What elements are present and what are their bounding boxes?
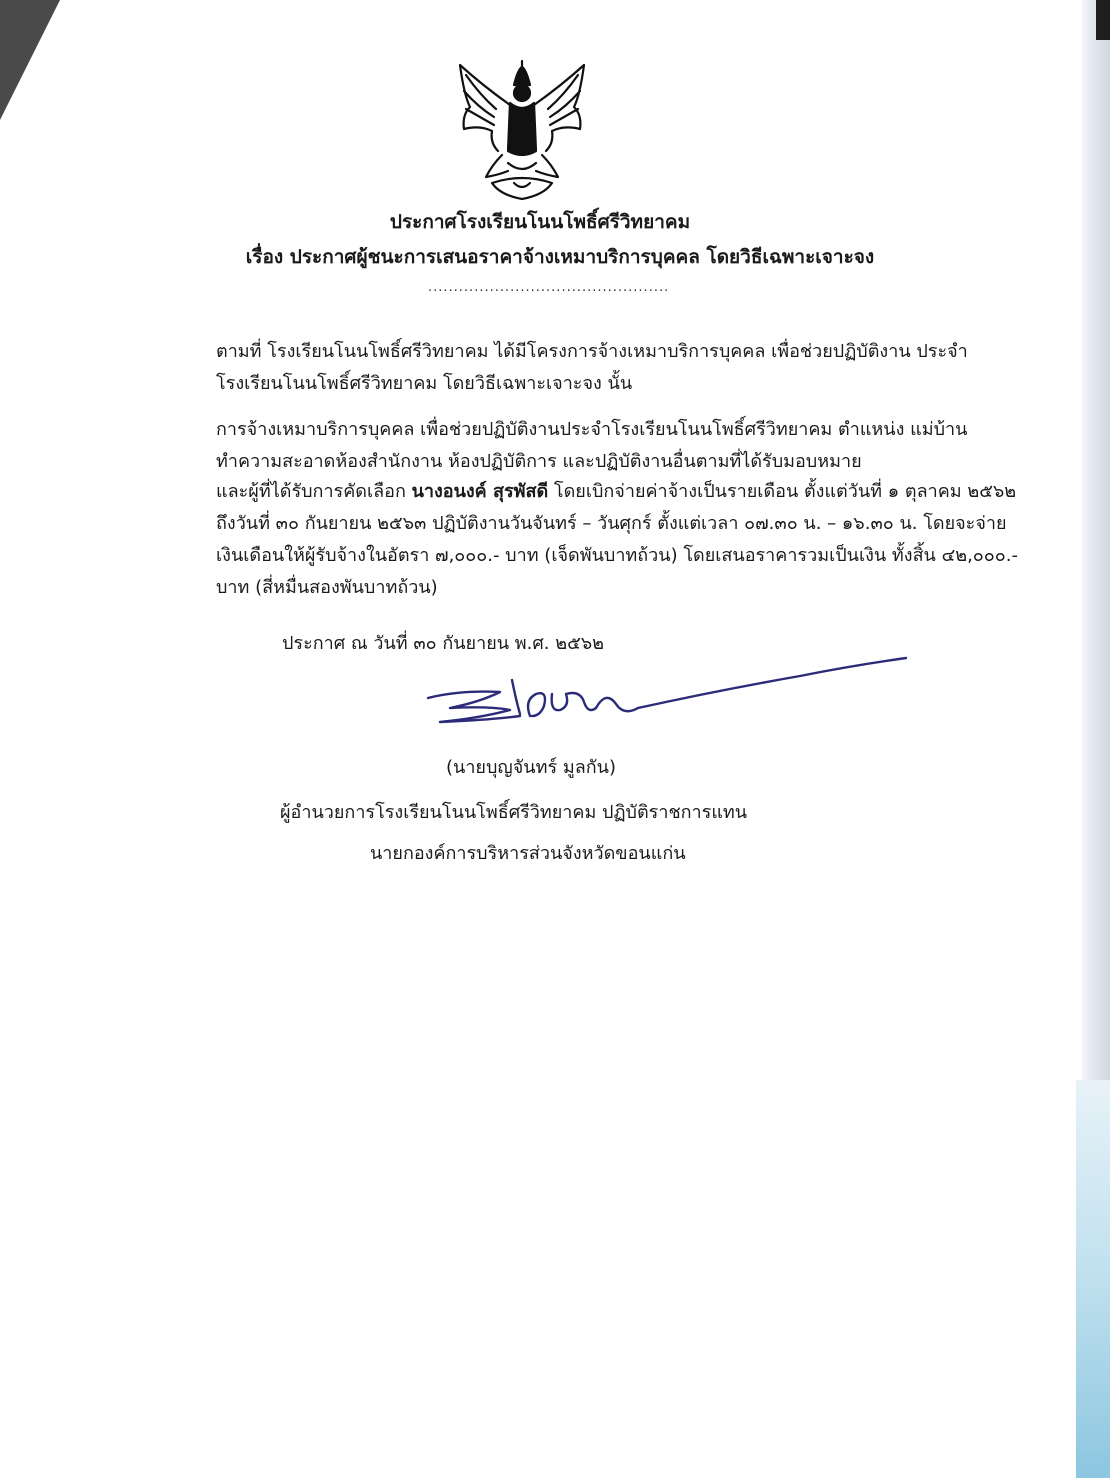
garuda-emblem-icon: [452, 55, 592, 205]
paragraph-1-text: ตามที่ โรงเรียนโนนโพธิ์ศรีวิทยาคม ได้มีโครงการจ้างเหมาบริการบุคคล เพื่อช่วยปฏิบัติงาน ประจำโรงเรียนโนนโพธิ์ศรีวิทยาคม โดยวิธีเฉพาะเจาะจง นั้น: [216, 341, 968, 394]
separator-line: ...............................................: [428, 280, 670, 295]
signer-name: (นายบุญจันทร์ มูลกัน): [446, 757, 616, 778]
paper-edge-corner: [1096, 0, 1110, 40]
document-subject: เรื่อง ประกาศผู้ชนะการเสนอราคาจ้างเหมาบริการบุคคล โดยวิธีเฉพาะเจาะจง: [245, 246, 875, 268]
paragraph-3-prefix: และผู้ที่ได้รับการคัดเลือก: [216, 481, 412, 502]
document-title: ประกาศโรงเรียนโนนโพธิ์ศรีวิทยาคม: [389, 211, 691, 233]
signer-position-line1: ผู้อำนวยการโรงเรียนโนนโพธิ์ศรีวิทยาคม ปฏิบัติราชการแทน: [280, 802, 748, 823]
paragraph-3-suffix: โดยเบิกจ่ายค่าจ้างเป็นรายเดือน ตั้งแต่วันที่ ๑ ตุลาคม ๒๕๖๒ ถึงวันที่ ๓๐ กันยายน ๒๕๖๓ ปฏิบัติงานวันจันทร์ – วันศุกร์ ตั้งแต่เวลา ๐๗.๓๐ น. – ๑๖.๓๐ น. โดยจะจ่ายเงินเดือนให้ผู้รับจ้างในอัตรา ๗,๐๐๐.- บาท (เจ็ดพันบาทถ้วน) โดยเสนอราคารวมเป็นเงิน ทั้งสิ้น ๔๒,๐๐๐.- บาท (สี่หมื่นสองพันบาทถ้วน): [216, 481, 1018, 598]
paragraph-2: [68, 414, 1028, 478]
paper-edge-shadow: [0, 0, 60, 120]
paragraph-3: [68, 476, 1028, 604]
signature-image: [420, 650, 920, 740]
signer-position-line2: นายกองค์การบริหารส่วนจังหวัดขอนแก่น: [370, 843, 686, 864]
paragraph-2-text: การจ้างเหมาบริการบุคคล เพื่อช่วยปฏิบัติงานประจำโรงเรียนโนนโพธิ์ศรีวิทยาคม ตำแหน่ง แม่บ้าน ทำความสะอาดห้องสำนักงาน ห้องปฏิบัติการ และปฏิบัติงานอื่นตามที่ได้รับมอบหมาย: [216, 419, 968, 472]
paragraph-1: [68, 336, 1028, 400]
winner-name: นางอนงค์ สุรพัสดี: [411, 481, 549, 502]
announcement-date: ประกาศ ณ วันที่ ๓๐ กันยายน พ.ศ. ๒๕๖๒: [282, 633, 605, 654]
background-edge: [1076, 1080, 1110, 1478]
